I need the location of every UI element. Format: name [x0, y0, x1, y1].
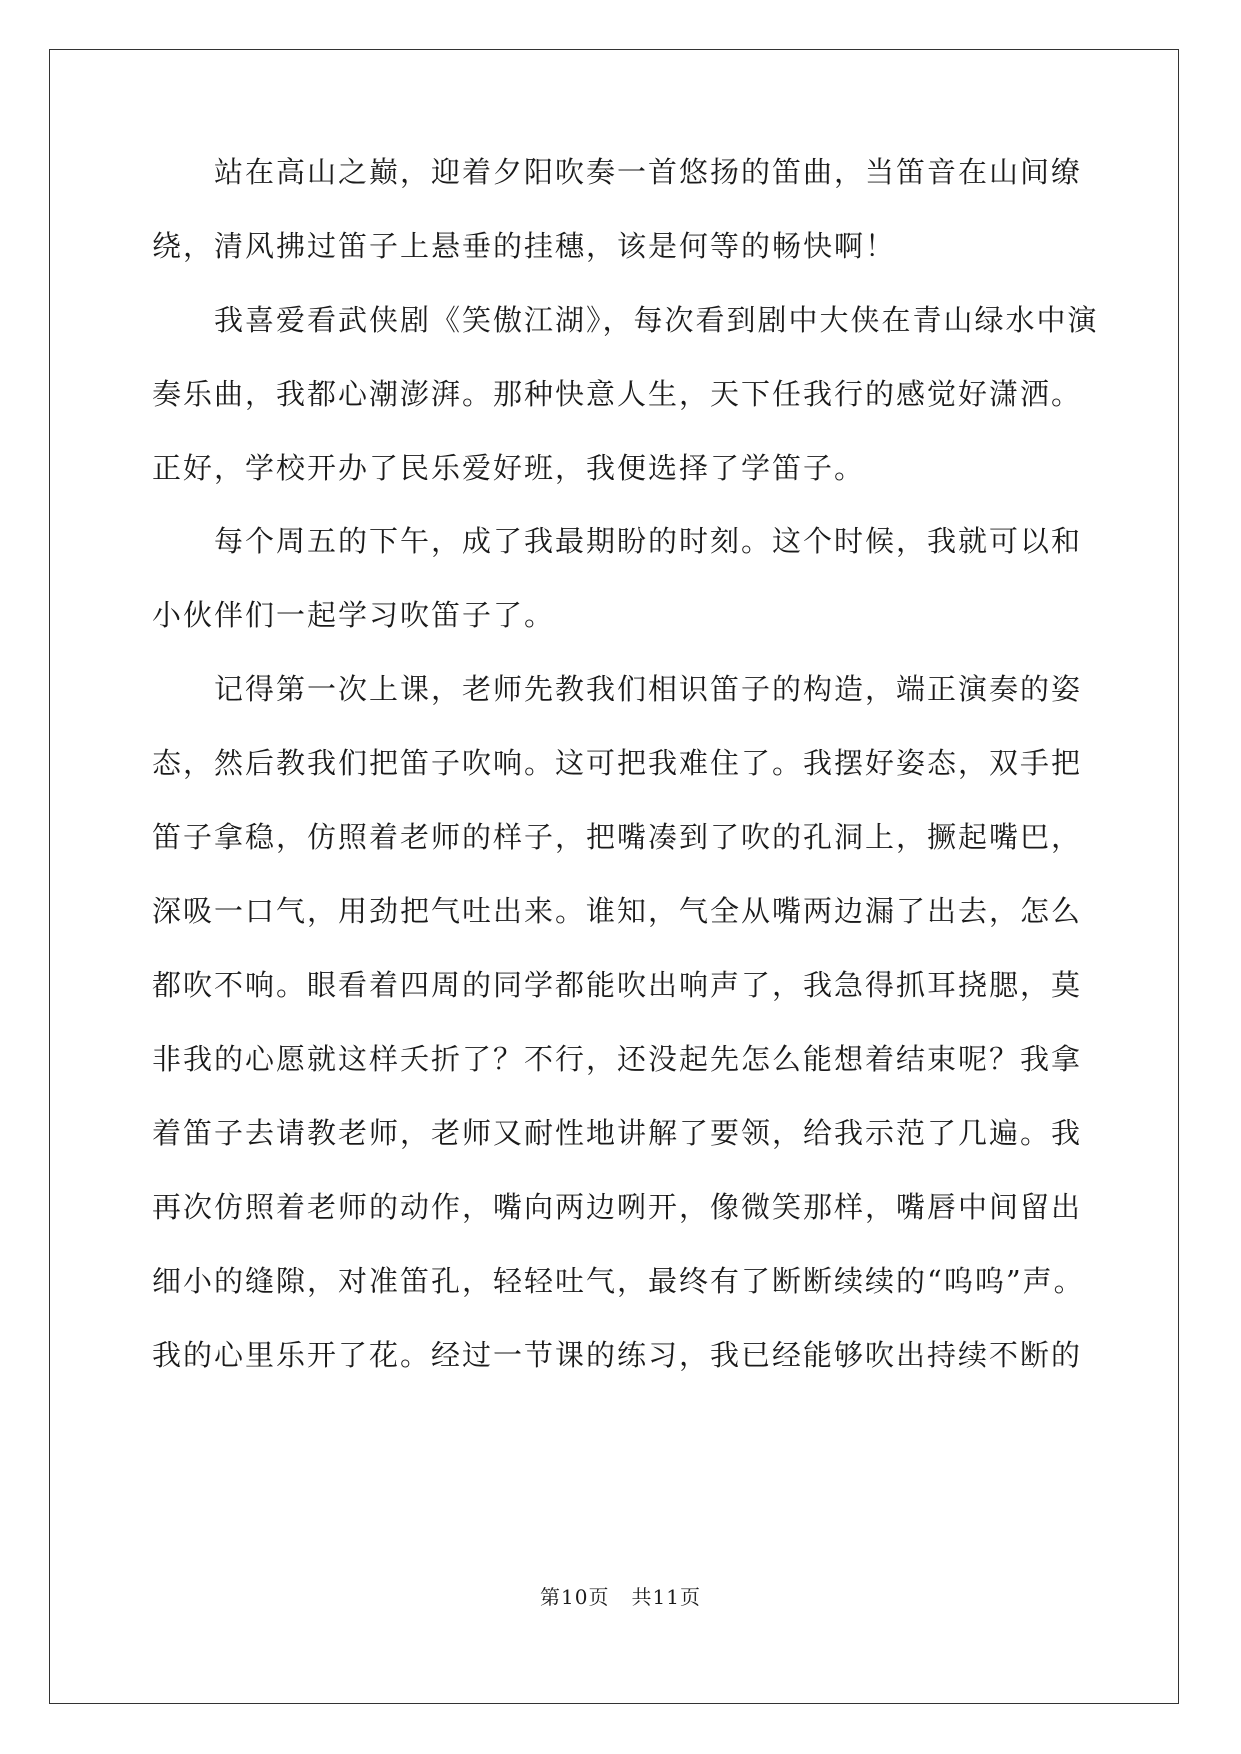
page-number-footer: 第10页 共11页 — [540, 1585, 701, 1609]
paragraph-2-line-2: 奏乐曲，我都心潮澎湃。那种快意人生，天下任我行的感觉好潇洒。 — [152, 377, 1083, 411]
paragraph-3-line-1: 每个周五的下午，成了我最期盼的时刻。这个时候，我就可以和 — [214, 524, 1083, 558]
paragraph-4-line-4: 深吸一口气，用劲把气吐出来。谁知，气全从嘴两边漏了出去，怎么 — [152, 894, 1083, 928]
paragraph-2-line-1: 我喜爱看武侠剧《笑傲江湖》，每次看到剧中大侠在青山绿水中演 — [214, 303, 1099, 337]
paragraph-1-line-2: 绕，清风拂过笛子上悬垂的挂穗，该是何等的畅快啊！ — [152, 229, 897, 263]
paragraph-4-line-1: 记得第一次上课，老师先教我们相识笛子的构造，端正演奏的姿 — [214, 672, 1083, 706]
paragraph-3-line-2: 小伙伴们一起学习吹笛子了。 — [152, 598, 556, 632]
paragraph-4-line-10: 我的心里乐开了花。经过一节课的练习，我已经能够吹出持续不断的 — [152, 1338, 1083, 1372]
paragraph-1-line-1: 站在高山之巅，迎着夕阳吹奏一首悠扬的笛曲，当笛音在山间缭 — [214, 155, 1083, 189]
paragraph-4-line-8: 再次仿照着老师的动作，嘴向两边咧开，像微笑那样，嘴唇中间留出 — [152, 1190, 1083, 1224]
paragraph-4-line-7: 着笛子去请教老师，老师又耐性地讲解了要领，给我示范了几遍。我 — [152, 1116, 1083, 1150]
paragraph-4-line-2: 态，然后教我们把笛子吹响。这可把我难住了。我摆好姿态，双手把 — [152, 746, 1083, 780]
paragraph-2-line-3: 正好，学校开办了民乐爱好班，我便选择了学笛子。 — [152, 451, 866, 485]
page-border — [49, 49, 1179, 1704]
paragraph-4-line-6: 非我的心愿就这样夭折了？不行，还没起先怎么能想着结束呢？我拿 — [152, 1042, 1083, 1076]
paragraph-4-line-5: 都吹不响。眼看着四周的同学都能吹出响声了，我急得抓耳挠腮，莫 — [152, 968, 1083, 1002]
paragraph-4-line-9: 细小的缝隙，对准笛孔，轻轻吐气，最终有了断断续续的“呜呜”声。 — [152, 1264, 1085, 1298]
paragraph-4-line-3: 笛子拿稳，仿照着老师的样子，把嘴凑到了吹的孔洞上，撅起嘴巴， — [152, 820, 1083, 854]
